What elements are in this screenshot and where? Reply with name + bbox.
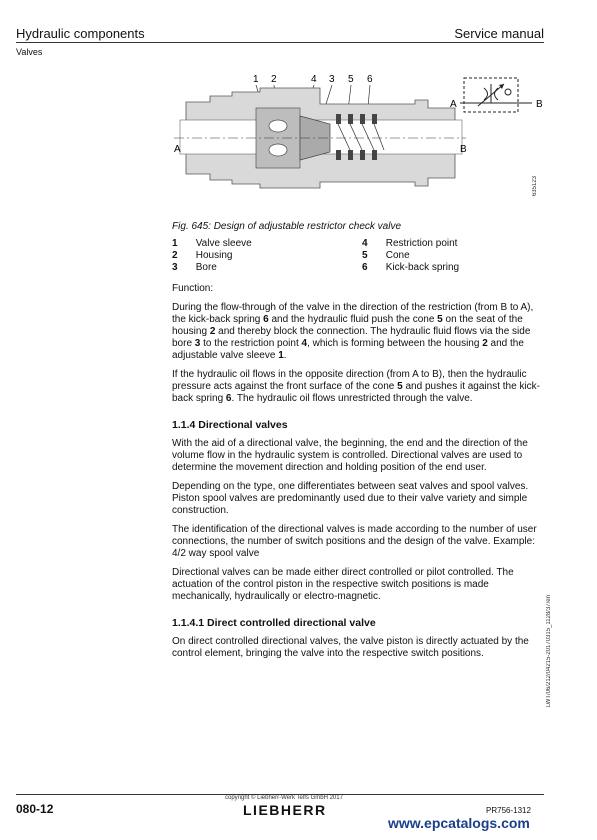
brand-logo: LIEBHERR xyxy=(243,802,327,818)
ref-number: 5 xyxy=(397,381,403,392)
legend-label: Housing xyxy=(195,250,233,261)
legend-label: Kick-back spring xyxy=(385,262,460,273)
text-run: on the seat of the housing xyxy=(172,314,523,337)
paragraph-flow-opposite xyxy=(172,369,540,405)
text-run: and pushes it against the kick-back spring xyxy=(172,381,541,404)
document-number: PR756-1312 xyxy=(486,806,531,815)
text-run: to the restriction point xyxy=(200,338,302,349)
copyright-notice: copyright © Liebherr-Werk Telfs GmbH 2017 xyxy=(225,795,343,801)
document-type-label: Service manual xyxy=(454,26,544,41)
callout-6: 6 xyxy=(367,74,373,85)
section-heading-directional-valves: 1.1.4 Directional valves xyxy=(172,419,288,431)
restrictor-check-valve-drawing xyxy=(170,68,470,208)
callout-2: 2 xyxy=(271,74,277,85)
text-run: If the hydraulic oil flows in the opposite direction (from A to B), then the hydraulic pressure acts against the front surface of the cone xyxy=(172,369,527,392)
text-run: During the flow-through of the valve in the direction of the restriction (from B to A), the kick-back spring xyxy=(172,302,534,325)
legend-number: 5 xyxy=(362,250,368,261)
legend-row xyxy=(172,250,552,262)
side-bore-upper xyxy=(269,120,287,132)
text-run: and the adjustable valve sleeve xyxy=(172,338,524,361)
legend-number: 1 xyxy=(172,238,178,249)
legend-label: Restriction point xyxy=(385,238,458,249)
text-run: and thereby block the connection. The hydraulic fluid flows via the side bore xyxy=(172,326,531,349)
symbol-port-a: A xyxy=(450,99,457,110)
figure-id: 635123 xyxy=(532,176,538,197)
ref-number: 1 xyxy=(278,350,284,361)
legend-label: Cone xyxy=(385,250,410,261)
ref-number: 6 xyxy=(263,314,269,325)
header-divider xyxy=(16,42,544,43)
callout-4: 4 xyxy=(311,74,317,85)
parts-legend xyxy=(172,238,552,274)
port-a-label: A xyxy=(174,144,181,155)
side-bore-lower xyxy=(269,144,287,156)
document-side-code: LWT/06/212/04215-20170315_1128/37/en xyxy=(546,595,552,708)
text-run: and the hydraulic fluid push the cone xyxy=(268,314,438,325)
paragraph-valve-types: Depending on the type, one differentiates between seat valves and spool valves. Piston spool valves are predominantly used due to their valve variety and simple construction. xyxy=(172,481,529,516)
ref-number: 6 xyxy=(225,393,232,404)
port-b-label: B xyxy=(460,144,467,155)
callout-1: 1 xyxy=(253,74,259,85)
callout-5: 5 xyxy=(348,74,354,85)
paragraph-valve-identification: The identification of the directional valves is made according to the number of user connections, the number of switch positions and the design of the valve. Example: 4/2 way spool valve xyxy=(172,524,537,559)
ref-number: 3 xyxy=(194,338,201,349)
figure-caption: Fig. 645: Design of adjustable restrictor check valve xyxy=(172,221,401,232)
text-run: . The hydraulic oil flows unrestricted through the valve. xyxy=(231,393,473,404)
paragraph-flow-restriction xyxy=(172,302,540,362)
legend-number: 4 xyxy=(362,238,368,249)
ref-number: 2 xyxy=(482,338,488,349)
legend-row xyxy=(172,262,552,274)
section-heading-direct-controlled: 1.1.4.1 Direct controlled directional valve xyxy=(172,617,376,629)
body-text xyxy=(172,283,540,667)
legend-label: Valve sleeve xyxy=(195,238,252,249)
function-label: Function: xyxy=(172,283,214,294)
ref-number: 5 xyxy=(437,314,443,325)
ref-number: 2 xyxy=(209,326,216,337)
legend-number: 3 xyxy=(172,262,178,273)
paragraph-valve-control: Directional valves can be made either direct controlled or pilot controlled. The actuation of the control piston in the respective switch positions is made mechanically, hydraulically or electro-magnetic. xyxy=(172,567,514,602)
document-section-title: Hydraulic components xyxy=(16,26,145,41)
document-subsection-label: Valves xyxy=(16,47,43,57)
callout-3: 3 xyxy=(329,74,335,85)
paragraph-directional-valve-purpose: With the aid of a directional valve, the beginning, the end and the direction of the volume flow in the hydraulic system is controlled. Directional valves are used to determine the movement direction and holding position of the end user. xyxy=(172,438,528,473)
text-run: , which is forming between the housing xyxy=(307,338,483,349)
watermark-url: www.epcatalogs.com xyxy=(388,815,530,831)
page-number: 080-12 xyxy=(16,802,54,816)
symbol-port-b: B xyxy=(536,99,543,110)
paragraph-direct-controlled: On direct controlled directional valves, the valve piston is directly actuated by the control element, bringing the valve into the respective switch positions. xyxy=(172,636,529,659)
ref-number: 4 xyxy=(301,338,308,349)
legend-row xyxy=(172,238,552,250)
legend-label: Bore xyxy=(195,262,217,273)
restrictor-check-valve-symbol xyxy=(448,72,548,122)
legend-number: 2 xyxy=(172,250,178,261)
legend-number: 6 xyxy=(362,262,368,273)
text-run: . xyxy=(283,350,287,361)
